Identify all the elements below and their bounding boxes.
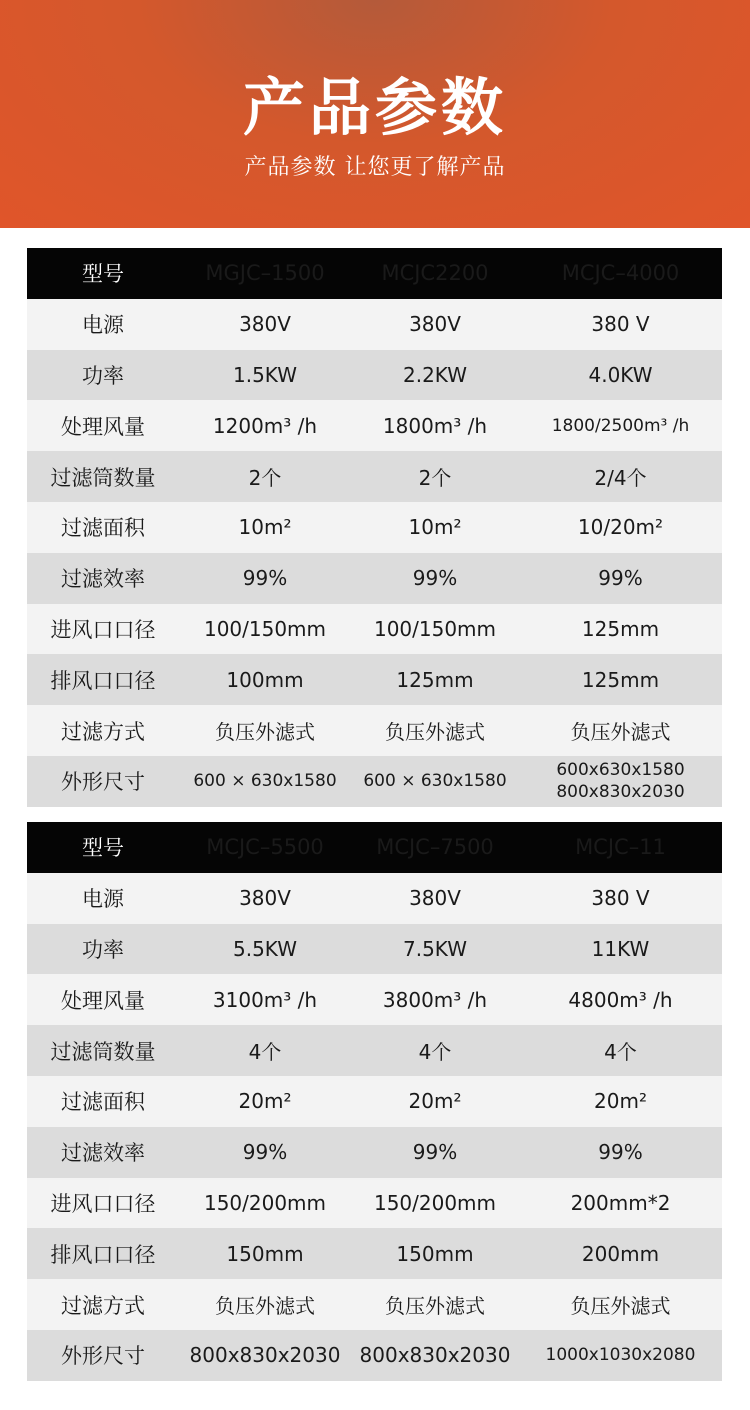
row-label-cell: 排风口口径 (50, 1242, 156, 1267)
table-row (27, 604, 722, 655)
row-label-cell: 过滤面积 (61, 516, 145, 541)
row-label-cell: 电源 (82, 887, 124, 912)
model-name-cell: MCJC–5500 (206, 835, 324, 860)
value-cell: 125mm (581, 616, 660, 641)
row-label-cell: 外形尺寸 (61, 1344, 145, 1369)
value-cell: 99% (412, 1140, 458, 1165)
spec-table-1 (27, 248, 722, 807)
value-cell: 20m² (408, 1089, 462, 1114)
value-cell: 100/150mm (373, 616, 497, 641)
table-row (27, 974, 722, 1025)
value-cell: 150/200mm (203, 1190, 327, 1215)
value-cell: 600x630x1580 800x830x2030 (556, 760, 685, 803)
table-row (27, 1228, 722, 1279)
table-row (27, 553, 722, 604)
value-cell: 125mm (581, 667, 660, 692)
row-label-cell: 处理风量 (61, 988, 145, 1013)
value-cell: 2.2KW (403, 362, 467, 387)
model-name-cell: MCJC–11 (575, 835, 666, 860)
value-cell: 4个 (604, 1040, 637, 1065)
value-cell: 4800m³ /h (568, 987, 673, 1012)
table-row (27, 350, 722, 401)
value-cell: 99% (242, 1140, 288, 1165)
value-cell: 99% (598, 1140, 643, 1165)
value-cell: 20m² (238, 1089, 292, 1114)
value-cell: 380 V (591, 312, 650, 337)
row-label-cell: 过滤效率 (61, 567, 145, 592)
value-cell: 4.0KW (588, 362, 653, 387)
value-cell: 3100m³ /h (212, 987, 318, 1012)
value-cell: 800x830x2030 (359, 1343, 511, 1368)
model-name-cell: MGJC–1500 (205, 261, 325, 286)
row-label-cell: 进风口口径 (50, 617, 156, 642)
row-label-cell: 电源 (82, 313, 124, 338)
value-cell: 7.5KW (403, 936, 467, 961)
value-cell: 负压外滤式 (570, 1294, 671, 1319)
header-banner (0, 0, 750, 228)
value-cell: 380 V (591, 886, 650, 911)
header-label-cell: 型号 (82, 262, 124, 287)
value-cell: 负压外滤式 (570, 720, 671, 745)
value-cell: 800x830x2030 (189, 1343, 341, 1368)
value-cell: 150/200mm (373, 1190, 497, 1215)
value-cell: 20m² (594, 1089, 647, 1114)
value-cell: 150mm (226, 1241, 304, 1266)
value-cell: 100mm (226, 667, 304, 692)
value-cell: 10m² (408, 515, 462, 540)
row-label-cell: 功率 (82, 363, 124, 388)
table-row (27, 756, 722, 807)
page-title: 产品参数 (242, 71, 507, 144)
table-row (27, 299, 722, 350)
table-row (27, 1279, 722, 1330)
table-row (27, 654, 722, 705)
value-cell: 1800/2500m³ /h (551, 415, 690, 436)
table-row (27, 502, 722, 553)
value-cell: 380V (409, 312, 461, 337)
value-cell: 99% (598, 566, 643, 591)
value-cell: 10/20m² (577, 515, 664, 540)
row-label-cell: 过滤筒数量 (50, 1039, 156, 1064)
row-label-cell: 过滤方式 (61, 1293, 145, 1318)
table-row (27, 1127, 722, 1178)
value-cell: 200mm*2 (570, 1190, 671, 1215)
row-label-cell: 过滤筒数量 (50, 465, 156, 490)
row-label-cell: 进风口口径 (50, 1191, 156, 1216)
table-row (27, 1025, 722, 1076)
value-cell: 4个 (248, 1040, 282, 1065)
model-name-cell: MCJC–7500 (376, 835, 494, 860)
table-row (27, 451, 722, 502)
row-label-cell: 过滤方式 (61, 719, 145, 744)
table-row (27, 1330, 722, 1381)
value-cell: 11KW (591, 936, 650, 961)
value-cell: 100/150mm (203, 616, 327, 641)
value-cell: 1000x1030x2080 (545, 1345, 696, 1366)
table-row (27, 924, 722, 975)
table-row (27, 1076, 722, 1127)
value-cell: 负压外滤式 (385, 1294, 485, 1319)
value-cell: 1200m³ /h (212, 413, 318, 438)
value-cell: 200mm (581, 1241, 660, 1266)
value-cell: 5.5KW (233, 936, 297, 961)
spec-table-2 (27, 822, 722, 1381)
value-cell: 150mm (396, 1241, 474, 1266)
table-header-row (27, 822, 722, 873)
table-row (27, 873, 722, 924)
value-cell: 1800m³ /h (382, 413, 488, 438)
table-header-row (27, 248, 722, 299)
model-name-cell: MCJC–4000 (561, 261, 680, 286)
value-cell: 1.5KW (233, 362, 297, 387)
row-label-cell: 过滤效率 (61, 1141, 145, 1166)
table-row (27, 400, 722, 451)
value-cell: 380V (239, 312, 291, 337)
value-cell: 380V (409, 886, 461, 911)
value-cell: 125mm (396, 667, 474, 692)
value-cell: 99% (242, 566, 288, 591)
table-row (27, 705, 722, 756)
model-name-cell: MCJC2200 (381, 261, 489, 286)
row-label-cell: 外形尺寸 (61, 770, 145, 795)
table-row (27, 1178, 722, 1229)
value-cell: 负压外滤式 (215, 720, 315, 745)
value-cell: 负压外滤式 (385, 720, 485, 745)
value-cell: 2个 (248, 466, 282, 491)
value-cell: 2个 (418, 466, 452, 491)
value-cell: 3800m³ /h (382, 987, 488, 1012)
value-cell: 600 × 630x1580 (193, 771, 337, 792)
row-label-cell: 处理风量 (61, 414, 145, 439)
value-cell: 99% (412, 566, 458, 591)
page-subtitle: 产品参数 让您更了解产品 (244, 155, 506, 180)
row-label-cell: 功率 (82, 937, 124, 962)
value-cell: 4个 (418, 1040, 452, 1065)
row-label-cell: 排风口口径 (50, 668, 156, 693)
value-cell: 负压外滤式 (215, 1294, 315, 1319)
value-cell: 10m² (238, 515, 292, 540)
value-cell: 600 × 630x1580 (363, 771, 507, 792)
value-cell: 380V (239, 886, 291, 911)
row-label-cell: 过滤面积 (61, 1090, 145, 1115)
header-label-cell: 型号 (82, 836, 124, 861)
value-cell: 2/4个 (594, 466, 647, 491)
